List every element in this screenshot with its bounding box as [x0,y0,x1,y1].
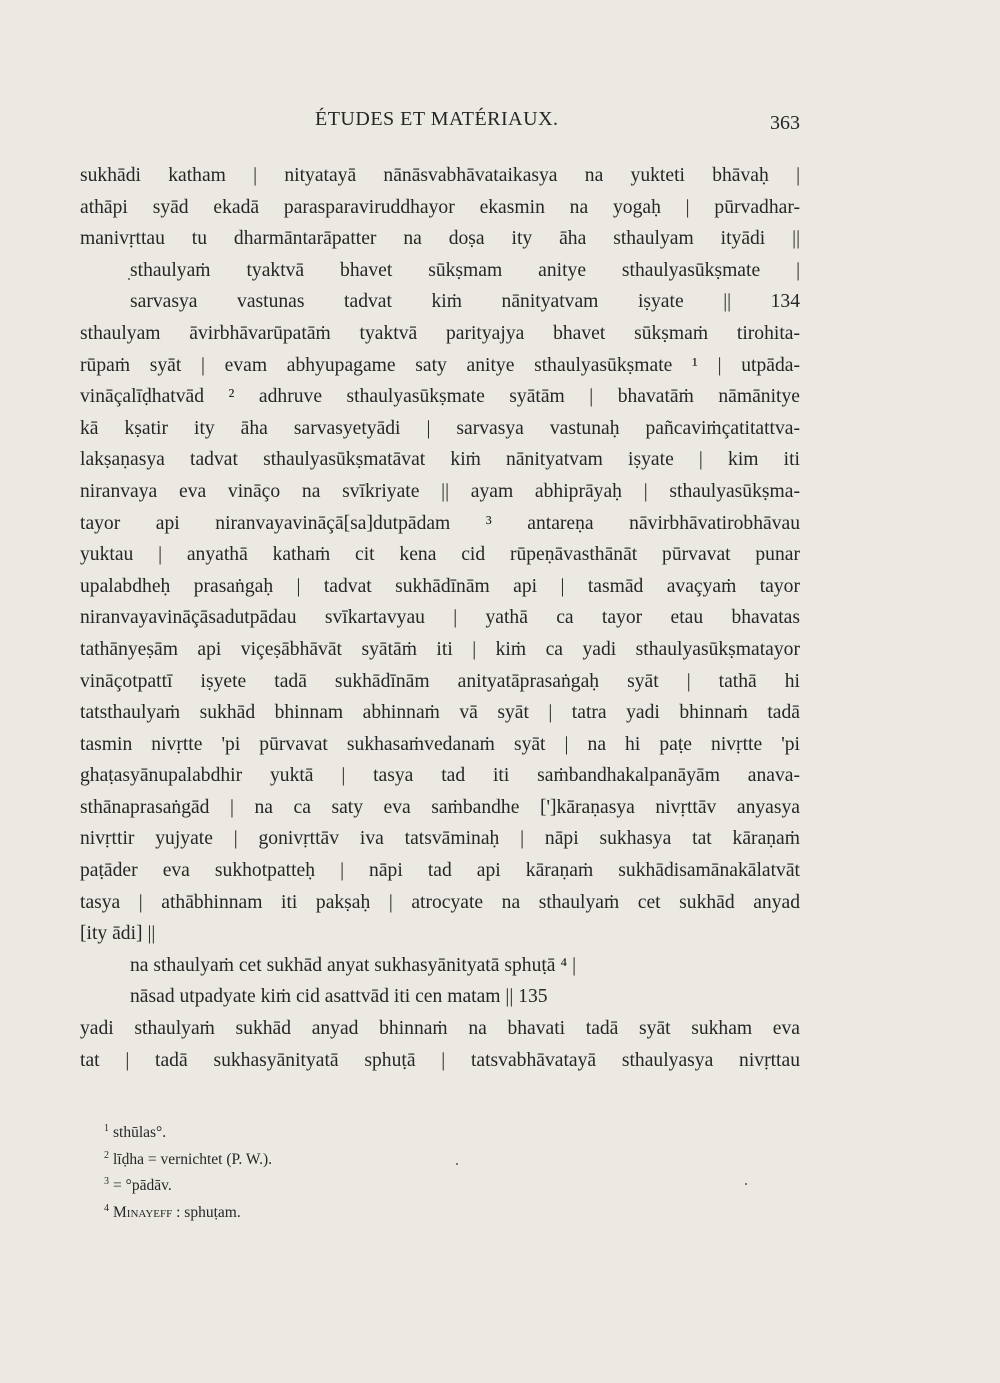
paper-speck [745,1183,747,1185]
footnote [104,1145,504,1172]
text-line: vināçalīḍhatvād ² adhruve sthaulyasūkṣmate syātām | bhavatāṁ nāmānitye [80,386,800,408]
text-line: vināçotpattī iṣyete tadā sukhādīnām anityatāprasaṅgaḥ syāt | tathā hi [80,670,800,692]
footnote-mark: 2 [104,1149,109,1161]
paper-speck [128,278,130,280]
footnote [104,1118,504,1145]
page-number: 363 [770,112,800,134]
page-header [80,108,800,138]
text-line: sukhādi katham | nityatayā nānāsvabhāvataikasya na yukteti bhāvaḥ | [80,165,800,186]
paper-speck [456,1163,458,1165]
text-line: upalabdheḥ prasaṅgaḥ | tadvat sukhādīnām api | tasmād avaçyaṁ tayor [80,575,800,597]
footnote-text: = °pādāv. [113,1177,172,1195]
text-line: nivṛttir yujyate | gonivṛttāv iva tatsvāminaḥ | nāpi sukhasya tat kāraṇaṁ [80,828,800,850]
text-line: tathānyeṣām api viçeṣābhāvāt syātāṁ iti | kiṁ ca yadi sthaulyasūkṣmatayor [80,638,800,660]
footnote-text: : sphuṭam. [172,1204,241,1222]
text-line: paṭāder eva sukhotpatteḥ | nāpi tad api kāraṇaṁ sukhādisamānakālatvāt [80,860,800,882]
verse-line: na sthaulyaṁ cet sukhād anyat sukhasyānityatā sphuṭā ⁴ | [130,954,577,976]
text-line: lakṣaṇasya tadvat sthaulyasūkṣmatāvat kiṁ nānityatvam iṣyate | kim iti [80,449,800,471]
text-line: yadi sthaulyaṁ sukhād anyad bhinnaṁ na bhavati tadā syāt sukham eva [80,1018,800,1040]
footnote [104,1198,504,1225]
text-line: tat | tadā sukhasyānityatā sphuṭā | tatsvabhāvatayā sthaulyasya nivṛttau [80,1049,800,1071]
text-line: niranvaya eva vināço na svīkriyate || ayam abhiprāyaḥ | sthaulyasūkṣma- [80,480,800,502]
text-line: kā kṣatir ity āha sarvasyetyādi | sarvasya vastunaḥ pañcaviṁçatitattva- [80,417,800,439]
main-text [80,160,800,1076]
text-line: athāpi syād ekadā parasparaviruddhayor ekasmin na yogaḥ | pūrvadhar- [80,196,800,218]
text-line: niranvayavināçāsadutpādau svīkartavyau | yathā ca tayor etau bhavatas [80,607,800,629]
text-line: tasmin nivṛtte 'pi pūrvavat sukhasaṁvedanaṁ syāt | na hi paṭe nivṛtte 'pi [80,733,800,755]
text-line: manivṛttau tu dharmāntarāpatter na doṣa ity āha sthaulyam ityādi || [80,228,800,250]
footnote-mark: 4 [104,1202,109,1214]
footnote-text: sthūlas°. [113,1124,167,1142]
footnote-mark: 3 [104,1176,109,1188]
text-line: tayor api niranvayavināçā[sa]dutpādam ³ antareṇa nāvirbhāvatirobhāvau [80,512,800,534]
text-line: sthaulyam āvirbhāvarūpatāṁ tyaktvā parityajya bhavet sūkṣmaṁ tirohita- [80,322,800,344]
verse-line: nāsad utpadyate kiṁ cid asattvād iti cen matam || 135 [130,986,548,1008]
text-line: tatsthaulyaṁ sukhād bhinnam abhinnaṁ vā syāt | tatra yadi bhinnaṁ tadā [80,702,800,724]
text-line: [ity ādi] || [80,923,156,945]
text-line: yuktau | anyathā kathaṁ cit kena cid rūpeṇāvasthānāt pūrvavat punar [80,544,800,566]
footnote-mark: 1 [104,1123,109,1134]
verse-line: sarvasya vastunas tadvat kiṁ nānityatvam iṣyate || 134 [130,291,800,313]
footnote-text: līḍha = vernichtet (P. W.). [113,1150,272,1168]
text-line: sthānaprasaṅgād | na ca saty eva saṁbandhe [']kāraṇasya nivṛttāv anyasya [80,796,800,818]
footnote [104,1171,504,1198]
text-line: tasya | athābhinnam iti pakṣaḥ | atrocyate na sthaulyaṁ cet sukhād anyad [80,891,800,913]
verse-line: sthaulyaṁ tyaktvā bhavet sūkṣmam anitye sthaulyasūkṣmate | [130,259,800,281]
running-title: ÉTUDES ET MATÉRIAUX. [315,108,559,130]
footnotes [104,1118,504,1225]
text-line: ghaṭasyānupalabdhir yuktā | tasya tad iti saṁbandhakalpanāyām anava- [80,765,800,787]
footnote-author: Minayeff [113,1204,173,1222]
text-line: rūpaṁ syāt | evam abhyupagame saty anitye sthaulyasūkṣmate ¹ | utpāda- [80,354,800,376]
